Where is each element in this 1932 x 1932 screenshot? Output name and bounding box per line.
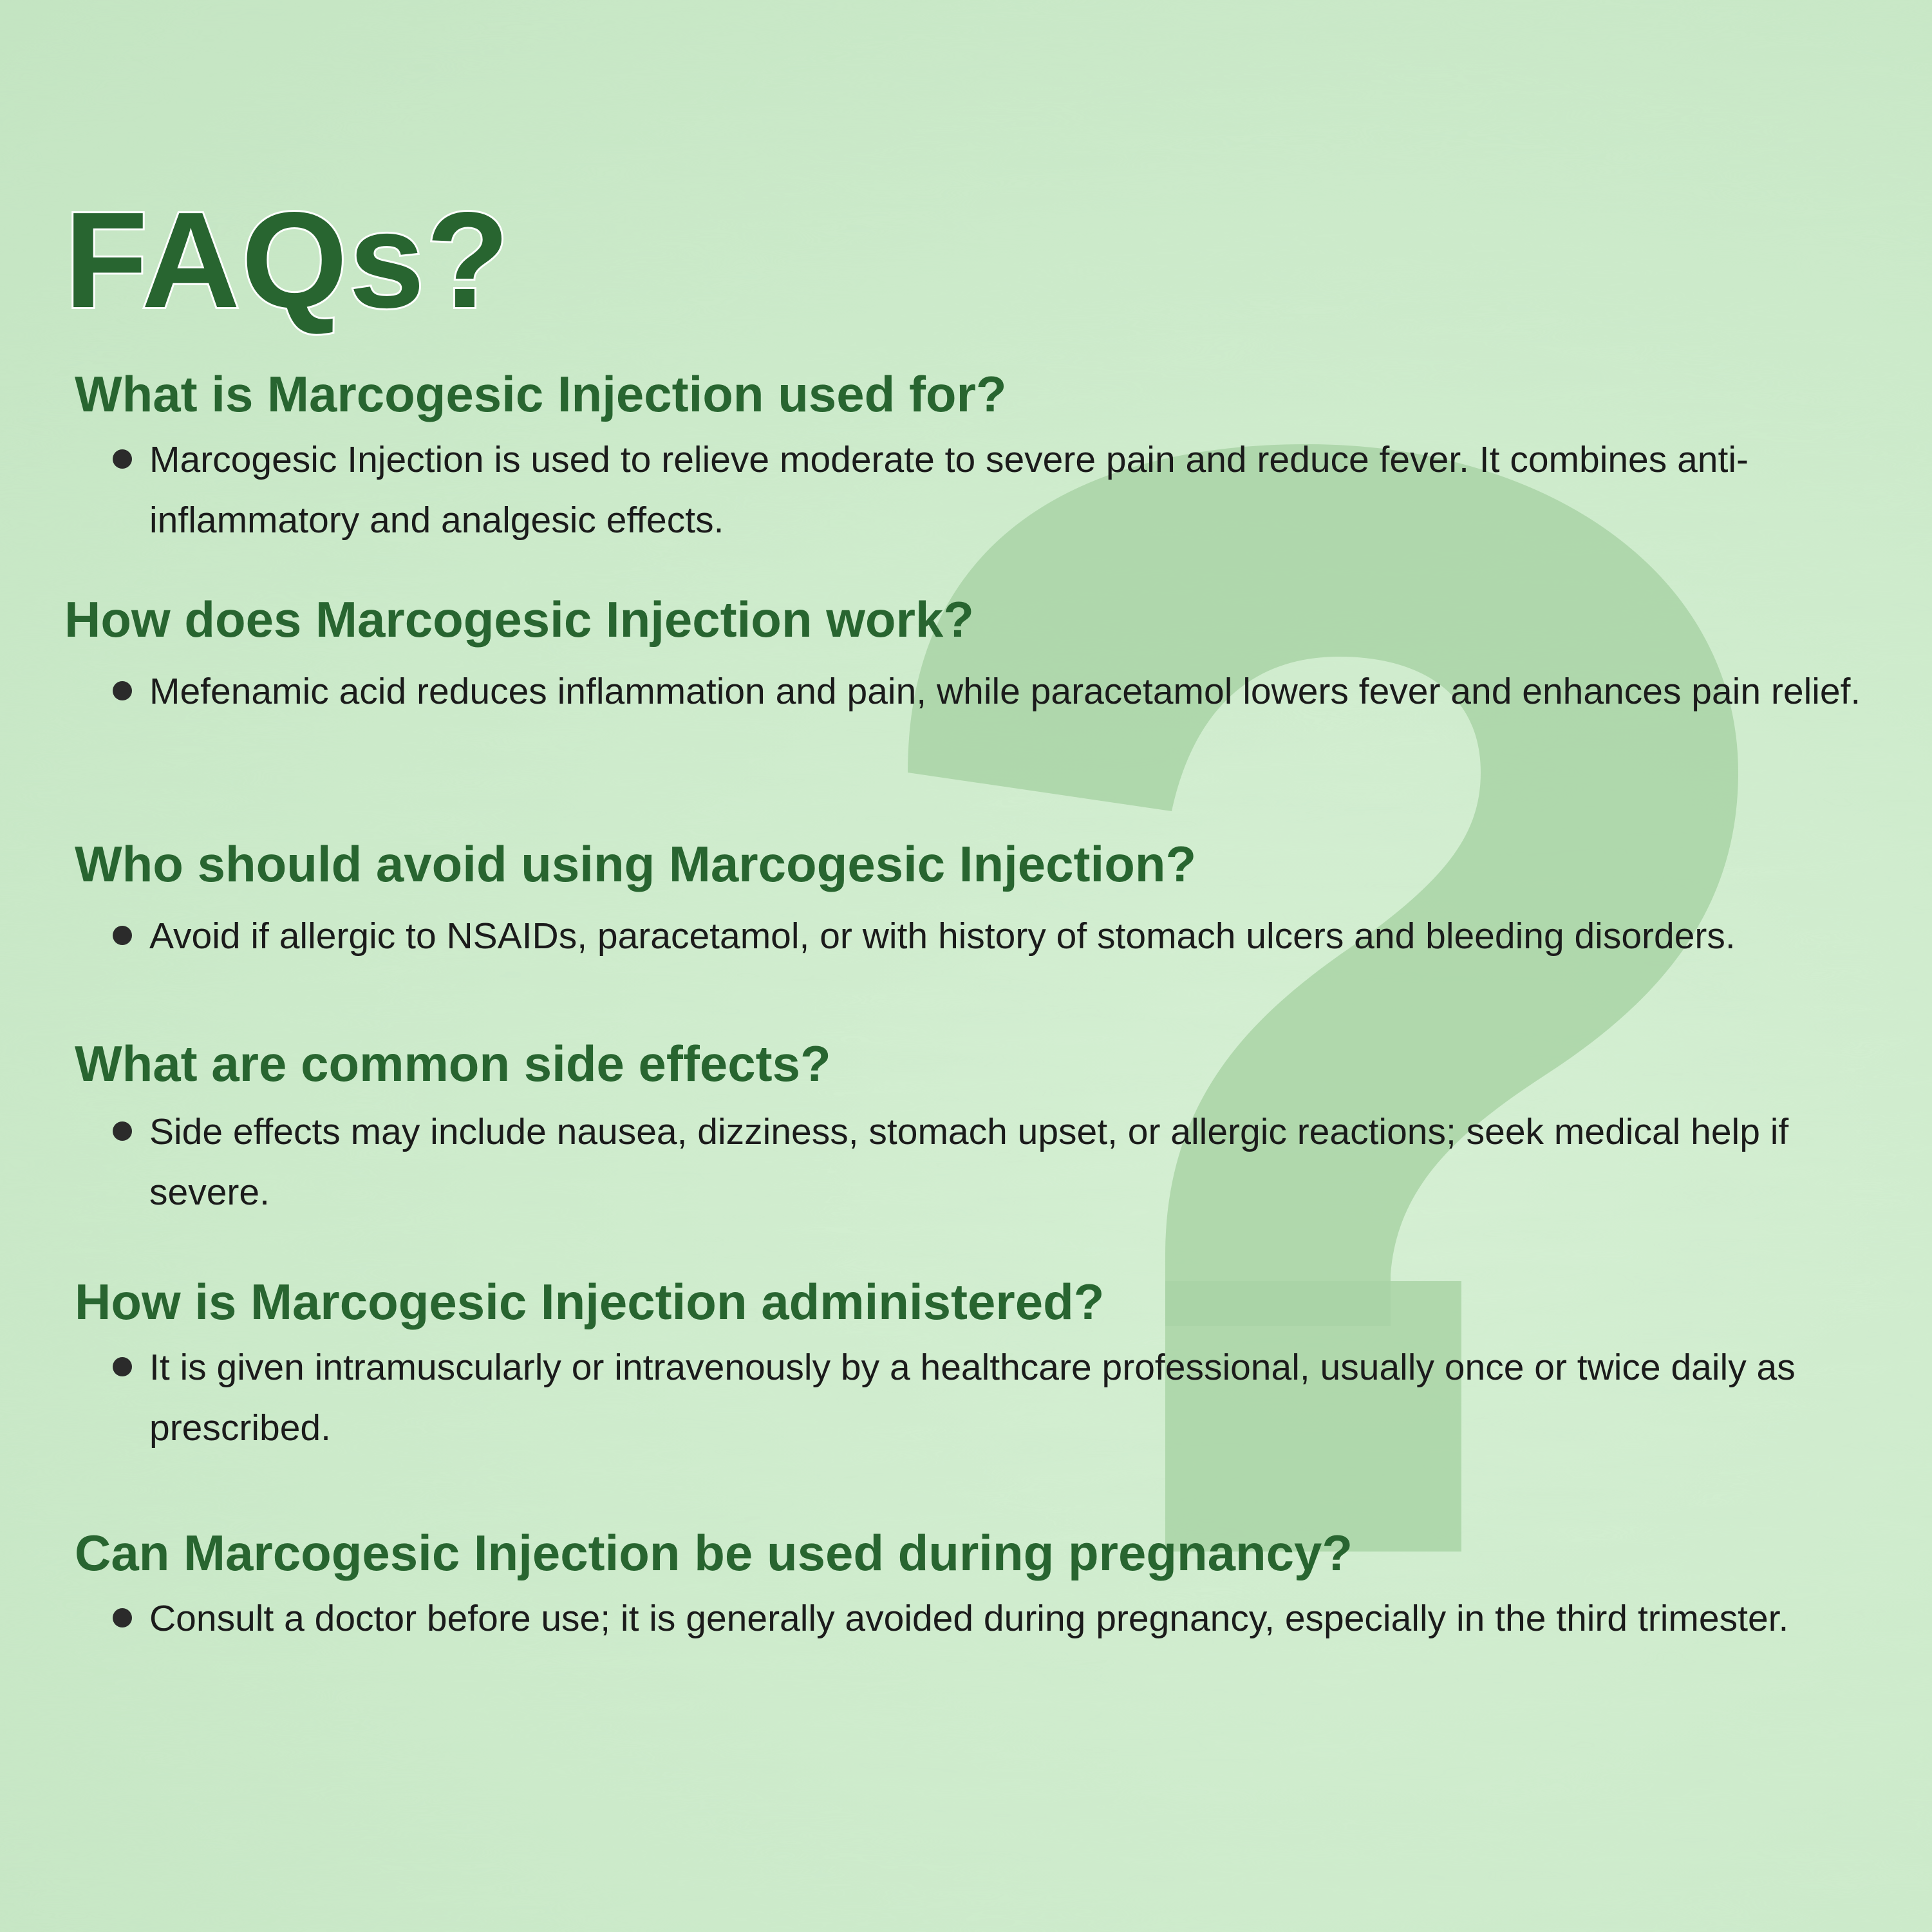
bullet-icon: [113, 1357, 132, 1376]
faq-answer: Side effects may include nausea, dizziness, stomach upset, or allergic reactions; seek medical help if severe.: [149, 1111, 1789, 1213]
bullet-icon: [113, 1608, 132, 1627]
bullet-icon: [113, 681, 132, 700]
faq-question: What is Marcogesic Injection used for?: [75, 366, 1007, 422]
faq-question: Can Marcogesic Injection be used during pregnancy?: [75, 1524, 1353, 1581]
bullet-icon: [113, 449, 132, 469]
faq-question: What are common side effects?: [75, 1035, 831, 1092]
faq-answer: Marcogesic Injection is used to relieve moderate to severe pain and reduce fever. It combines anti-inflammatory and analgesic effects.: [149, 439, 1749, 541]
faq-question: How does Marcogesic Injection work?: [64, 591, 974, 648]
faq-question: How is Marcogesic Injection administered?: [75, 1273, 1105, 1330]
bullet-icon: [113, 926, 132, 945]
bullet-icon: [113, 1121, 132, 1141]
faq-answer: It is given intramuscularly or intravenously by a healthcare professional, usually once or twice daily as prescribed.: [149, 1347, 1796, 1449]
faq-answer: Consult a doctor before use; it is generally avoided during pregnancy, especially in the third trimester.: [149, 1598, 1789, 1639]
faq-question: Who should avoid using Marcogesic Injection?: [75, 836, 1197, 892]
page-title: FAQs?: [64, 183, 511, 336]
faq-answer: Avoid if allergic to NSAIDs, paracetamol, or with history of stomach ulcers and bleeding disorders.: [149, 915, 1736, 957]
faq-answer: Mefenamic acid reduces inflammation and pain, while paracetamol lowers fever and enhances pain relief.: [149, 671, 1861, 712]
